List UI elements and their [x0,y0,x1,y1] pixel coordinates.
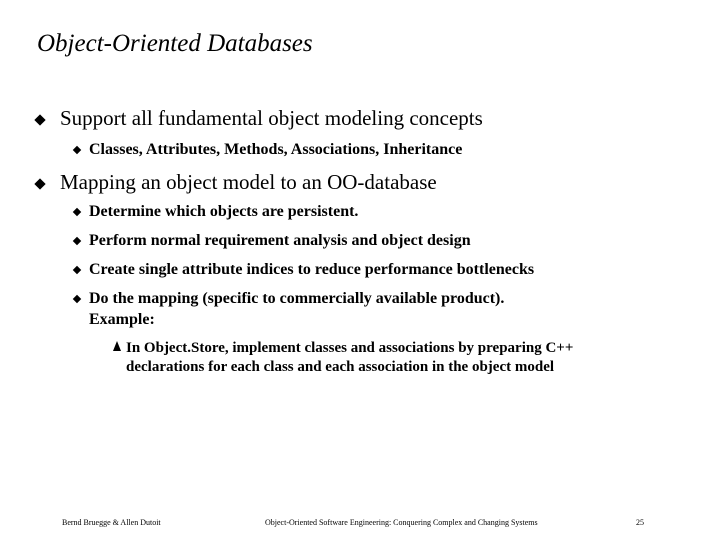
footer-authors: Bernd Bruegge & Allen Dutoit [62,518,161,527]
small-diamond-bullet-icon [74,238,80,244]
small-diamond-bullet-icon [74,267,80,273]
bullet-2-text: Mapping an object model to an OO-database [60,170,437,194]
bullet-2-subsub-line-2: declarations for each class and each association in the object model [126,359,555,375]
small-diamond-bullet-icon [74,296,80,302]
small-diamond-bullet-icon [74,147,80,153]
diamond-bullet-icon [36,116,44,124]
bullet-2-sub-4-continued: Example: [89,311,155,328]
bullet-2-sub-3: Create single attribute indices to reduce performance bottlenecks [89,261,535,278]
diamond-bullet-icon [36,180,44,188]
footer-page-number: 25 [636,518,644,527]
bullet-2-sub-4: Do the mapping (specific to commercially available product). [89,290,505,307]
footer-book-title: Object-Oriented Software Engineering: Conquering Complex and Changing Systems [265,518,538,527]
small-diamond-bullet-icon [74,209,80,215]
bullet-2-sub-1: Determine which objects are persistent. [89,203,359,220]
bullet-1-sub-1: Classes, Attributes, Methods, Associations, Inheritance [89,141,463,158]
bullet-1-text: Support all fundamental object modeling concepts [60,106,483,130]
slide-title: Object-Oriented Databases [37,30,313,57]
bullet-2-subsub-line-1: In Object.Store, implement classes and associations by preparing C++ [126,340,574,356]
bullet-2-sub-2: Perform normal requirement analysis and object design [89,232,471,249]
triangle-bullet-icon [113,341,121,351]
